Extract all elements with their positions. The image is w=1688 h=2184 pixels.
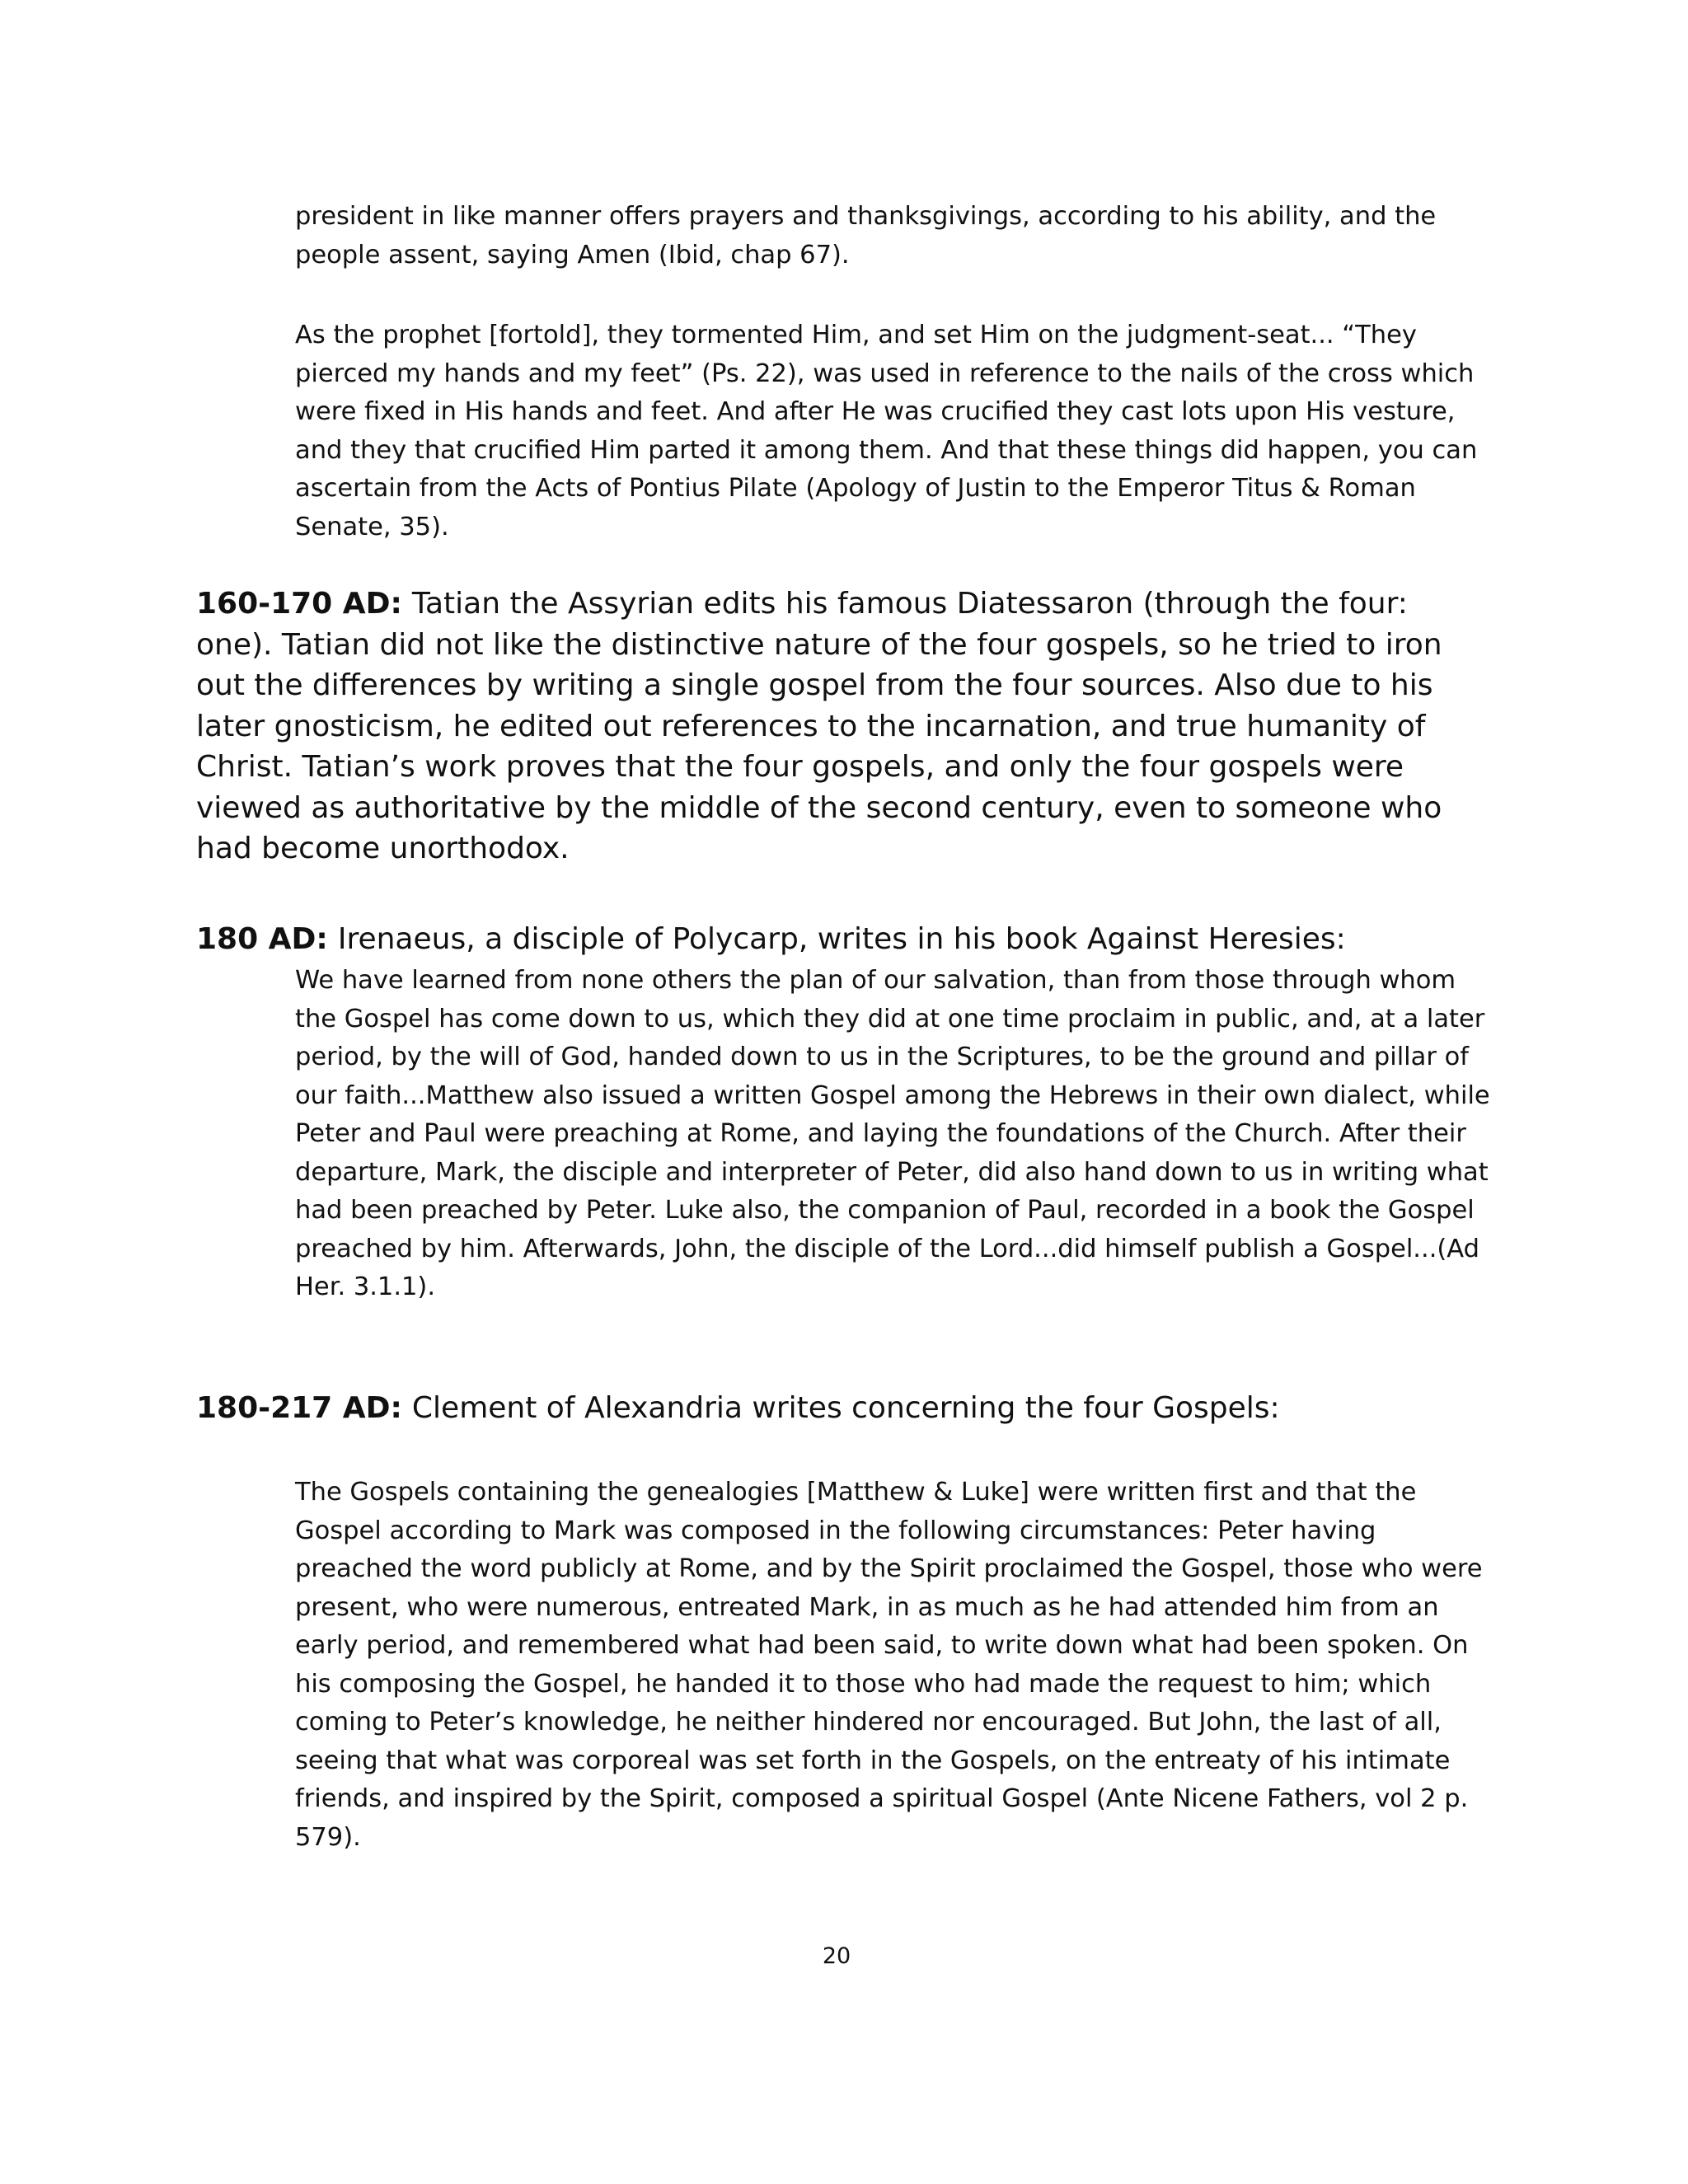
entry-clement	[196, 1388, 1482, 1429]
entry-text: Tatian the Assyrian edits his famous Diatessaron (through the four: one). Tatian did not like the distinctive nature of the four gospels, so he tried to iron out the differences by writing a single gospel from the four sources. Also due to his later gnosticism, he edited out references to the incarnation, and true humanity of Christ. Tatian’s work proves that the four gospels, and only the four gospels were viewed as authoritative by the middle of the second century, even to someone who had become unorthodox.	[196, 587, 1442, 865]
entry-date: 180-217 AD:	[196, 1391, 402, 1425]
entry-date: 160-170 AD:	[196, 587, 402, 621]
entry-paragraph	[196, 1388, 1482, 1429]
entry-tatian	[196, 583, 1482, 869]
quote-text: As the prophet [fortold], they tormented Him, and set Him on the judgment-seat... “They pierced my hands and my feet” (Ps. 22), was used in reference to the nails of the cross which were fixed in His hands and feet. And after He was crucified they cast lots upon His vesture, and they that crucified Him parted it among them. And that these things did happen, you can ascertain from the Acts of Pontius Pilate (Apology of Justin to the Emperor Titus & Roman Senate, 35).	[295, 321, 1478, 541]
block-quote-justin-assent	[295, 198, 1490, 274]
block-quote-clement	[295, 1474, 1490, 1857]
page-number: 20	[822, 1943, 851, 1969]
quote-text: The Gospels containing the genealogies [Matthew & Luke] were written first and that the Gospel according to Mark was composed in the following circumstances: Peter having preached the word publicly at Rome, and by the Spirit proclaimed the Gospel, those who were present, who were numerous, entreated Mark, in as much as he had attended him from an early period, and remembered what had been said, to write down what had been spoken. On his composing the Gospel, he handed it to those who had made the request to him; which coming to Peter’s knowledge, he neither hindered nor encouraged. But John, the last of all, seeing that what was corporeal was set forth in the Gospels, on the entreaty of his intimate friends, and inspired by the Spirit, composed a spiritual Gospel (Ante Nicene Fathers, vol 2 p. 579).	[295, 1478, 1483, 1852]
entry-date: 180 AD:	[196, 922, 328, 956]
quote-text: president in like manner offers prayers and thanksgivings, according to his ability, and the people assent, saying Amen (Ibid, chap 67).	[295, 202, 1437, 269]
entry-text: Clement of Alexandria writes concerning the four Gospels:	[411, 1391, 1280, 1425]
entry-text: Irenaeus, a disciple of Polycarp, writes in his book Against Heresies:	[337, 922, 1346, 956]
quote-text: We have learned from none others the plan of our salvation, than from those through whom the Gospel has come down to us, which they did at one time proclaim in public, and, at a later period, by the will of God, handed down to us in the Scriptures, to be the ground and pillar of our faith...Matthew also issued a written Gospel among the Hebrews in their own dialect, while Peter and Paul were preaching at Rome, and laying the foundations of the Church. After their departure, Mark, the disciple and interpreter of Peter, did also hand down to us in writing what had been preached by Peter. Luke also, the companion of Paul, recorded in a book the Gospel preached by him. Afterwards, John, the disciple of the Lord...did himself publish a Gospel...(Ad Her. 3.1.1).	[295, 966, 1490, 1301]
entry-paragraph	[196, 583, 1482, 869]
entry-irenaeus	[196, 919, 1482, 960]
block-quote-irenaeus	[295, 962, 1490, 1307]
entry-paragraph	[196, 919, 1482, 960]
block-quote-justin-pilate	[295, 316, 1490, 546]
